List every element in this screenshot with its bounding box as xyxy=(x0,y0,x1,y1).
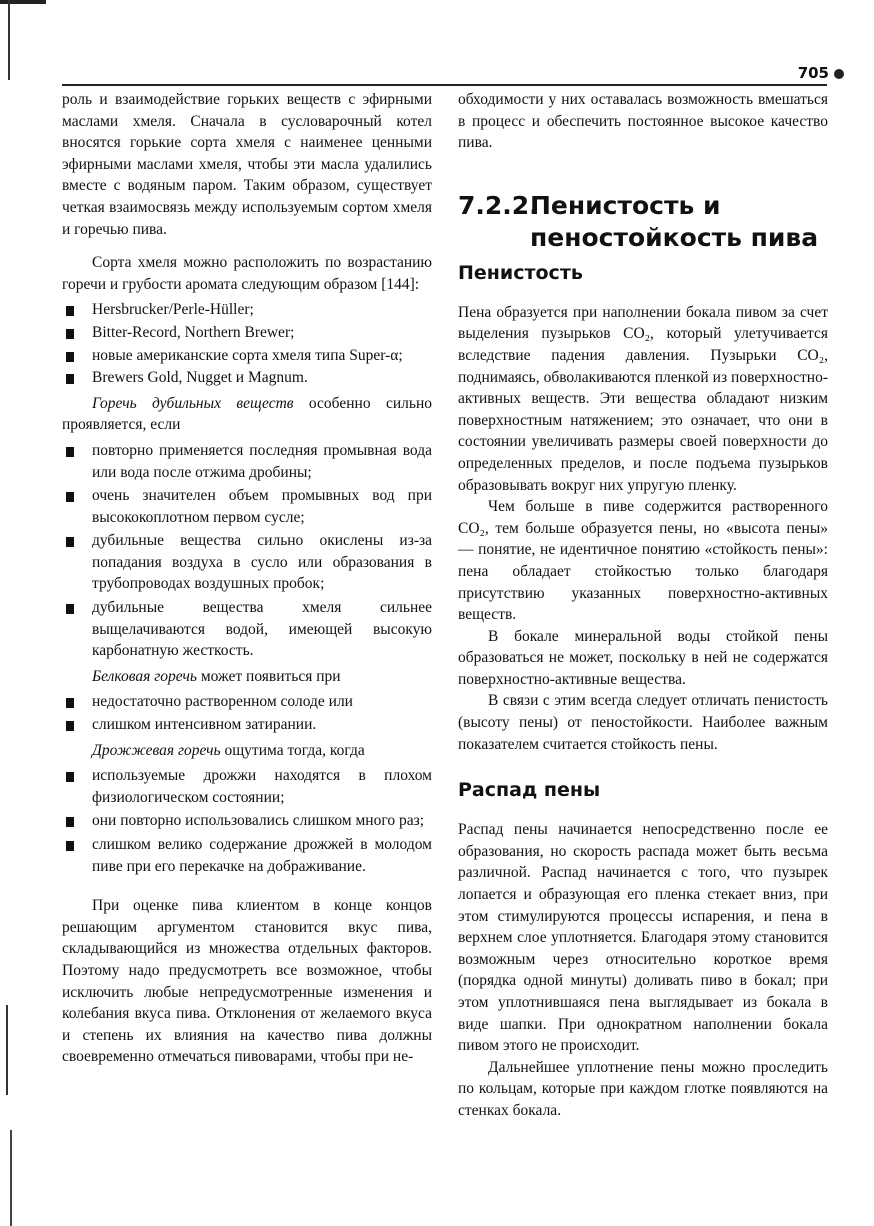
section-title-line2: пеностойкость пива xyxy=(530,222,819,252)
page-number-bullet-icon xyxy=(834,69,844,79)
emphasis-term: Белковая горечь xyxy=(92,667,197,685)
list-item: они повторно использовались слишком много раз; xyxy=(62,810,432,832)
paragraph: В связи с этим всегда следует отличать пенистость (высоту пены) от пеностойкости. Наиболее важным показателем считается стойкость пены. xyxy=(458,692,828,753)
scan-artifact-left-top xyxy=(8,0,10,80)
paragraph xyxy=(62,393,432,436)
page-number: 705 xyxy=(798,64,844,82)
paragraph: При оценке пива клиентом в конце концов решающим аргументом становится вкус пива, складывающийся из множества отдельных факторов. Поэтому надо предусмотреть все возможное, чтобы исключить любые непредусмотренные изменения и колебания вкуса пива. Отклонения от желаемого вкуса и степень их влияния на качество пива должны своевременно отмечаться пивоварами, чтобы при не- xyxy=(62,897,432,1066)
yeast-list xyxy=(62,765,432,877)
paragraph xyxy=(62,740,432,762)
list-item: Bitter-Record, Northern Brewer; xyxy=(62,322,432,344)
list-item: Brewers Gold, Nugget и Magnum. xyxy=(62,367,432,389)
list-item: используемые дрожжи находятся в плохом физиологическом состоянии; xyxy=(62,765,432,808)
scan-artifact-left-mid xyxy=(6,1005,8,1095)
emphasis-term: Дрожжевая горечь xyxy=(92,741,221,759)
paragraph-text: особенно сильно проявляется, если xyxy=(62,394,432,434)
list-item: слишком интенсивном затирании. xyxy=(62,714,432,736)
hops-list xyxy=(62,299,432,388)
section-title-line1: Пенистость и xyxy=(530,190,721,220)
paragraph xyxy=(62,666,432,688)
paragraph: Чем больше в пиве содержится растворенного CO₂, тем больше образуется пены, но «высота пены» — понятие, не идентичное понятию «стойкость пены»: пена обладает стойкостью только благодаря присутствию указанных поверхностно-активных веществ. xyxy=(458,498,828,624)
protein-list xyxy=(62,691,432,735)
right-column xyxy=(458,89,828,1122)
paragraph: Дальнейшее уплотнение пены можно проследить по кольцам, которые при каждом глотке появляются на стенках бокала. xyxy=(458,1058,828,1119)
subheading-foaminess: Пенистость xyxy=(458,261,583,284)
list-item: дубильные вещества хмеля сильнее выщелачиваются водой, имеющей высокую карбонатную жесткость. xyxy=(62,597,432,662)
header-rule xyxy=(62,84,827,86)
paragraph-text: может появиться при xyxy=(196,667,341,685)
list-item: недостаточно растворенном солоде или xyxy=(62,691,432,713)
emphasis-term: Горечь дубильных веществ xyxy=(92,394,294,412)
list-item: слишком велико содержание дрожжей в молодом пиве при его перекачке на дображивание. xyxy=(62,834,432,877)
left-column xyxy=(62,89,432,1068)
paragraph: роль и взаимодействие горьких веществ с эфирными маслами хмеля. Сначала в сусловарочный котел вносятся горькие сорта хмеля с наименее ценными эфирными маслами хмеля, чтобы эти масла удалились вместе с водяным паром. Таким образом, существует четкая взаимосвязь между используемым сортом хмеля и горечью пива. xyxy=(62,91,432,238)
paragraph: Пена образуется при наполнении бокала пивом за счет выделения пузырьков CO₂, который улетучивается вследствие падения давления. Пузырьки CO₂, поднимаясь, обволакиваются пленкой из поверхностно-активных веществ. Эти вещества обладают низким поверхностным натяжением; это означает, что они в состоянии увеличивать размеры своей поверхности до определенных пределов, и после подъема пузырьков образовывать вокруг них упругую пленку. xyxy=(458,303,828,494)
section-title xyxy=(458,190,828,254)
tannin-list xyxy=(62,440,432,662)
paragraph-text: ощутима тогда, когда xyxy=(220,741,365,759)
scan-artifact-top xyxy=(0,0,46,4)
paragraph: Сорта хмеля можно расположить по возрастанию горечи и грубости аромата следующим образом [144]: xyxy=(62,254,432,293)
paragraph: В бокале минеральной воды стойкой пены образоваться не может, поскольку в ней не содержатся поверхностно-активные вещества. xyxy=(458,627,828,688)
subheading-foam-decay: Распад пены xyxy=(458,779,601,802)
scan-artifact-left-bottom xyxy=(10,1130,12,1226)
list-item: повторно применяется последняя промывная вода или вода после отжима дробины; xyxy=(62,440,432,483)
list-item: дубильные вещества сильно окислены из-за попадания воздуха в сусло или образования в трубопроводах воздушных пробок; xyxy=(62,530,432,595)
list-item: Hersbrucker/Perle-Hüller; xyxy=(62,299,432,321)
section-number: 7.2.2. xyxy=(458,190,539,220)
list-item: новые американские сорта хмеля типа Super-α; xyxy=(62,345,432,367)
list-item: очень значителен объем промывных вод при высококоплотном первом сусле; xyxy=(62,485,432,528)
paragraph: обходимости у них оставалась возможность вмешаться в процесс и обеспечить постоянное высокое качество пива. xyxy=(458,91,828,152)
paragraph: Распад пены начинается непосредственно после ее образования, но скорость распада может быть весьма различной. Распад начинается с того, что пузырек лопается и образующая его пленка стекает вниз, при этом стимулируются процессы испарения, и пена в верхнем слое уплотняется. Благодаря этому становится возможным через относительно короткое время (порядка одной минуты) доливать пиво в бокал; при этом уплотнившаяся пена выглядывает из бокала в виде шапки. При однократном наполнении бокала пивом этого не происходит. xyxy=(458,821,828,1055)
